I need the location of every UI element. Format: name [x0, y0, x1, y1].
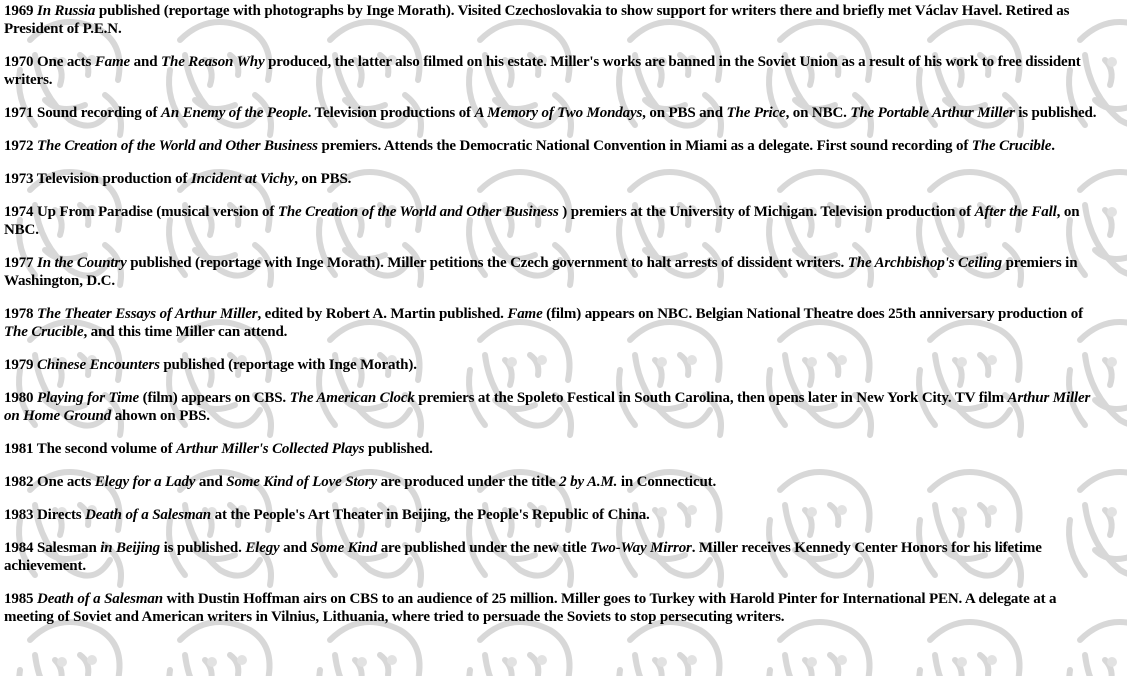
entry-text: published (reportage with Inge Morath). Miller petitions the Czech government to halt arrests of dissident writers. [126, 255, 848, 271]
entry-text: 1984 Salesman [4, 540, 101, 556]
entry-text: 1971 Sound recording of [4, 105, 161, 121]
entry-text: , and this time Miller can attend. [83, 324, 288, 340]
entry-text: 1974 Up From Paradise (musical version of [4, 204, 278, 220]
chronology-entry [4, 254, 1107, 290]
entry-text: 1981 The second volume of [4, 441, 177, 457]
chronology-entry [4, 356, 1107, 374]
work-title: Elegy for a Lady [94, 474, 196, 490]
work-title: Elegy [245, 540, 280, 556]
entry-text: published (reportage with Inge Morath). [159, 357, 417, 373]
work-title: Chinese Encounters [37, 357, 160, 373]
work-title: The Theater Essays of Arthur Miller [37, 306, 258, 322]
entry-text: 1979 [4, 357, 38, 373]
work-title: 2 by A.M. [559, 474, 618, 490]
entry-text: . Miller receives Kennedy Center Honors for his lifetime achievement. [4, 540, 1042, 574]
chronology-entry [4, 473, 1107, 491]
work-title: The Crucible [4, 324, 84, 340]
chronology-entry [4, 590, 1107, 626]
entry-text: , on NBC. [785, 105, 851, 121]
chronology-entry [4, 137, 1107, 155]
work-title: Fame [94, 54, 131, 70]
entry-text: at the People's Art Theater in Beijing, the People's Republic of China. [211, 507, 650, 523]
entry-text: is published. [1014, 105, 1097, 121]
work-title: Death of a Salesman [37, 591, 163, 607]
work-title: A Memory of Two Mondays [474, 105, 643, 121]
work-title: An Enemy of the People [160, 105, 308, 121]
work-title: Incident at Vichy [190, 171, 295, 187]
entry-text: are produced under the title [376, 474, 560, 490]
entry-text: ) premiers at the University of Michigan. Television production of [558, 204, 975, 220]
work-title: Fame [507, 306, 543, 322]
chronology-entry [4, 53, 1107, 89]
chronology-entry [4, 389, 1107, 425]
entry-text: 1977 [4, 255, 38, 271]
entry-text: and [130, 54, 161, 70]
entry-text: published (reportage with photographs by Inge Morath). Visited Czechoslovakia to show support for writers there and briefly met Václav Havel. Retired as President of P.E.N. [4, 3, 1070, 37]
entry-text: is published. [160, 540, 246, 556]
chronology-entry [4, 539, 1107, 575]
entry-text: published. [364, 441, 433, 457]
work-title: in Beijing [100, 540, 161, 556]
work-title: Some Kind of Love Story [226, 474, 377, 490]
entry-text: premiers. Attends the Democratic National Convention in Miami as a delegate. First sound recording of [317, 138, 972, 154]
entry-text: . [1051, 138, 1055, 154]
entry-text: 1973 Television production of [4, 171, 191, 187]
entry-text: 1985 [4, 591, 38, 607]
chronology-entry [4, 2, 1107, 38]
entry-text: , edited by Robert A. Martin published. [257, 306, 508, 322]
entry-text: with Dustin Hoffman airs on CBS to an audience of 25 million. Miller goes to Turkey with Harold Pinter for International PEN. A delegate at a meeting of Soviet and American writers in Vilnius, Lithuania, where tried to persuade the Soviets to stop persecuting writers. [4, 591, 1057, 625]
entry-text: ahown on PBS. [111, 408, 210, 424]
chronology-entry [4, 506, 1107, 524]
work-title: The Creation of the World and Other Business [37, 138, 318, 154]
entry-text: premiers at the Spoleto Festical in South Carolina, then opens later in New York City. TV film [414, 390, 1008, 406]
entry-text: produced, the latter also filmed on his estate. Miller's works are banned in the Soviet Union as a result of his work to free dissident writers. [4, 54, 1081, 88]
work-title: The American Clock [289, 390, 415, 406]
chronology-entry [4, 203, 1107, 239]
entry-text: 1983 Directs [4, 507, 86, 523]
work-title: The Portable Arthur Miller [850, 105, 1015, 121]
work-title: The Reason Why [160, 54, 265, 70]
chronology-entry [4, 170, 1107, 188]
entry-text: and [279, 540, 311, 556]
entry-text: , on NBC. [4, 204, 1080, 238]
work-title: Arthur Miller on Home Ground [4, 390, 1091, 424]
entry-text: in Connecticut. [617, 474, 717, 490]
entry-text: 1972 [4, 138, 38, 154]
work-title: Arthur Miller's Collected Plays [176, 441, 365, 457]
work-title: Two-Way Mirror [590, 540, 692, 556]
entry-text: (film) appears on NBC. Belgian National Theatre does 25th anniversary production of [542, 306, 1083, 322]
work-title: Death of a Salesman [85, 507, 212, 523]
chronology-entry [4, 104, 1107, 122]
entry-text: are published under the new title [377, 540, 591, 556]
work-title: Some Kind [310, 540, 378, 556]
chronology-entry [4, 440, 1107, 458]
work-title: The Crucible [971, 138, 1052, 154]
entry-text: , on PBS and [642, 105, 727, 121]
entry-text: (film) appears on CBS. [139, 390, 290, 406]
work-title: The Price [726, 105, 786, 121]
work-title: The Creation of the World and Other Business [277, 204, 559, 220]
work-title: In the Country [37, 255, 127, 271]
entry-text: 1982 One acts [4, 474, 95, 490]
chronology-entry [4, 305, 1107, 341]
work-title: Playing for Time [37, 390, 140, 406]
entry-text: . Television productions of [307, 105, 475, 121]
entry-text: premiers in Washington, D.C. [4, 255, 1078, 289]
entry-text: 1980 [4, 390, 38, 406]
entry-text: 1978 [4, 306, 38, 322]
entry-text: 1969 [4, 3, 38, 19]
work-title: The Archbishop's Ceiling [847, 255, 1002, 271]
entry-text: , on PBS. [294, 171, 352, 187]
work-title: In Russia [37, 3, 96, 19]
work-title: After the Fall [974, 204, 1057, 220]
entry-text: 1970 One acts [4, 54, 95, 70]
entry-text: and [195, 474, 227, 490]
